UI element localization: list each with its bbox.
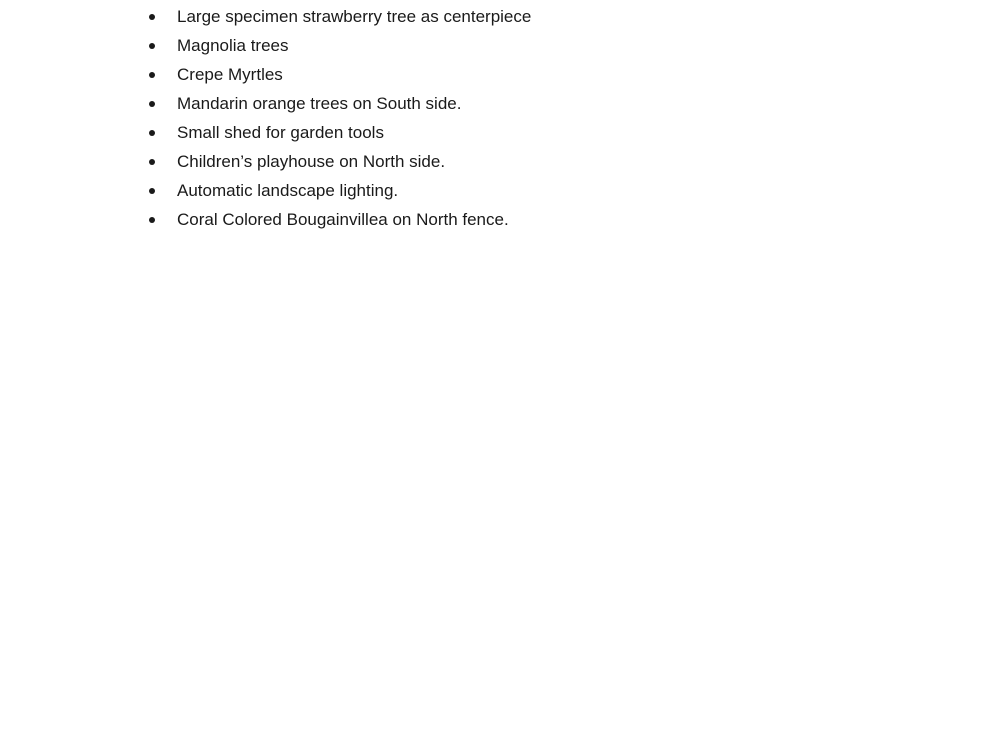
bullet-icon <box>149 43 155 49</box>
list-item-text: Crepe Myrtles <box>177 65 283 84</box>
bullet-icon <box>149 188 155 194</box>
list-item-text: Large specimen strawberry tree as centerpiece <box>177 7 532 26</box>
list-item <box>146 60 531 89</box>
list-item <box>146 89 531 118</box>
bullet-list <box>146 2 531 234</box>
bullet-icon <box>149 159 155 165</box>
list-item-text: Mandarin orange trees on South side. <box>177 94 462 113</box>
list-item <box>146 2 531 31</box>
list-item-text: Small shed for garden tools <box>177 123 384 142</box>
list-item-text: Coral Colored Bougainvillea on North fence. <box>177 210 509 229</box>
bullet-icon <box>149 72 155 78</box>
list-item-text: Automatic landscape lighting. <box>177 181 399 200</box>
bullet-icon <box>149 217 155 223</box>
list-item <box>146 31 531 60</box>
list-item <box>146 205 531 234</box>
bullet-icon <box>149 14 155 20</box>
list-item <box>146 147 531 176</box>
bullet-icon <box>149 101 155 107</box>
list-item-text: Magnolia trees <box>177 36 289 55</box>
list-item <box>146 176 531 205</box>
bullet-icon <box>149 130 155 136</box>
list-item <box>146 118 531 147</box>
list-item-text: Children’s playhouse on North side. <box>177 152 446 171</box>
